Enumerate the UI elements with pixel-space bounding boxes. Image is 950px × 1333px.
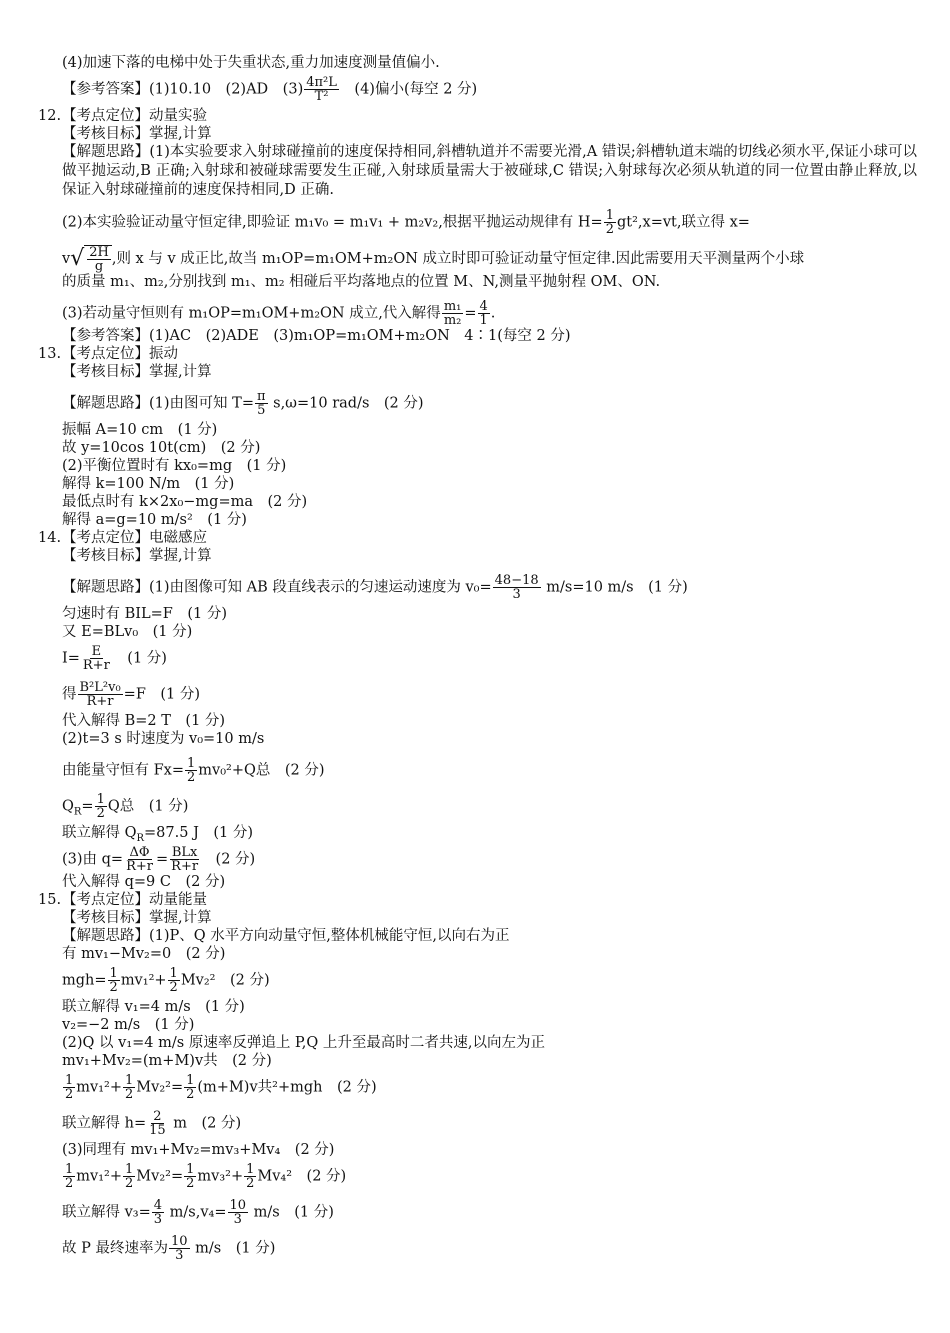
- q13-line-1: 【解题思路】(1)由图可知 T= $\frac{\pi}{5}$ s,ω=10 rad/s (2 分): [62, 389, 424, 418]
- fraction: $\frac{2}{15}$: [149, 1109, 166, 1138]
- q14-line-2: 匀速时有 BIL=F (1 分): [62, 606, 227, 622]
- q13-goal: 【考核目标】掌握,计算: [62, 364, 212, 380]
- q12-topic: 12. 【考点定位】动量实验: [38, 108, 207, 124]
- fraction: $\frac{1}{2}$: [125, 1073, 134, 1102]
- q14-line-4: I= $\frac{E}{R+r}$ (1 分): [62, 644, 167, 673]
- fraction: $\frac{10}{3}$: [229, 1198, 247, 1227]
- q15-line-13: 故 P 最终速率为 $\frac{10}{3}$ m/s (1 分): [62, 1234, 276, 1263]
- q12-goal: 【考核目标】掌握,计算: [62, 126, 212, 142]
- fraction: $\frac{\text{BLx}}{R+r}$: [171, 845, 199, 874]
- q15-line-1: 【解题思路】(1)P、Q 水平方向动量守恒,整体机械能守恒,以向右为正: [62, 928, 510, 944]
- fraction: $\frac{\text{4π²L}}{\text{T²}}$: [306, 75, 337, 104]
- q13-line-6: 最低点时有 k×2x₀−mg=ma (2 分): [62, 494, 308, 510]
- fraction: $\frac{E}{R+r}$: [82, 644, 110, 673]
- q12-solution-2b: v √ $\frac{2H}{g}$ ,则 x 与 v 成正比,故当 m₁OP=m₁OM+m₂ON 成立时即可验证动量守恒定律.因此需要用天平测量两个小球: [62, 245, 805, 274]
- fraction: $\frac{4}{3}$: [153, 1198, 163, 1227]
- q14-line-6: 代入解得 B=2 T (1 分): [62, 713, 226, 729]
- q15-line-6: (2)Q 以 v₁=4 m/s 原速率反弹追上 P,Q 上升至最高时二者共速,以向左为正: [62, 1035, 545, 1051]
- fraction: $\frac{1}{2}$: [246, 1162, 255, 1191]
- q14-line-5: 得 $\frac{\text{B²L²v₀}}{R+r}$ =F (1 分): [62, 680, 201, 709]
- q15-line-2: 有 mv₁−Mv₂=0 (2 分): [62, 946, 226, 962]
- q15-line-7: mv₁+Mv₂=(m+M)v共 (2 分): [62, 1053, 272, 1069]
- fraction: $\frac{1}{2}$: [96, 792, 105, 821]
- answer-page: [38, 54, 922, 1263]
- sqrt: √ $\frac{2H}{g}$: [70, 245, 112, 273]
- q15-line-11: $\frac{1}{2}$ mv₁²+ $\frac{1}{2}$ Mv₂²= $\frac{1}{2}$ mv₃²+ $\frac{1}{2}$ Mv₄² (2 分): [65, 1162, 347, 1191]
- q15-line-12: 联立解得 v₃= $\frac{4}{3}$ m/s,v₄= $\frac{10}{3}$ m/s (1 分): [62, 1198, 334, 1227]
- q15-line-3: mgh= $\frac{1}{2}$ mv₁²+ $\frac{1}{2}$ Mv₂² (2 分): [62, 966, 270, 995]
- fraction: $\frac{1}{2}$: [605, 208, 614, 237]
- fraction: $\frac{\text{B²L²v₀}}{R+r}$: [79, 680, 121, 709]
- fraction: $\frac{1}{2}$: [186, 1162, 195, 1191]
- fraction: $\frac{1}{2}$: [186, 1073, 195, 1102]
- q12-answer: 【参考答案】(1)AC (2)ADE (3)m₁OP=m₁OM+m₂ON 4∶1(每空 2 分): [62, 328, 571, 344]
- q14-topic: 14. 【考点定位】电磁感应: [38, 530, 207, 546]
- q13-line-7: 解得 a=g=10 m/s² (1 分): [62, 512, 247, 528]
- q15-topic: 15. 【考点定位】动量能量: [38, 892, 207, 908]
- fraction: $\frac{1}{2}$: [187, 756, 196, 785]
- q12-solution-1: 【解题思路】(1)本实验要求入射球碰撞前的速度保持相同,斜槽轨道并不需要光滑,A 错误;斜槽轨道末端的切线必须水平,保证小球可以做平抛运动,B 正确;入射球和被碰球需要发生正碰,入射球质量需大于被碰球,C 错误;入射球每次必须从轨道的同一位置由静止释放,以保证入射球碰撞前的速度保持相同,D 正确.: [62, 144, 917, 198]
- q14-line-12: 代入解得 q=9 C (2 分): [62, 874, 226, 890]
- fraction: $\frac{1}{2}$: [169, 966, 178, 995]
- q12-solution-3: (3)若动量守恒则有 m₁OP=m₁OM+m₂ON 成立,代入解得 $\frac{\text{m₁}}{\text{m₂}}$ = $\frac{4}{1}$ .: [62, 299, 496, 328]
- q15-line-10: (3)同理有 mv₁+Mv₂=mv₃+Mv₄ (2 分): [62, 1142, 335, 1158]
- fraction: $\frac{1}{2}$: [65, 1073, 74, 1102]
- q14-line-11: (3)由 q= $\frac{\Delta\Phi}{R+r}$ = $\frac{\text{BLx}}{R+r}$ (2 分): [62, 845, 256, 874]
- q11-part4: (4)加速下落的电梯中处于失重状态,重力加速度测量值偏小.: [62, 55, 440, 71]
- q15-line-5: v₂=−2 m/s (1 分): [62, 1017, 195, 1033]
- fraction: $\frac{1}{2}$: [109, 966, 118, 995]
- fraction: $\frac{1}{2}$: [65, 1162, 74, 1191]
- q13-line-4: (2)平衡位置时有 kx₀=mg (1 分): [62, 458, 287, 474]
- q15-line-9: 联立解得 h= $\frac{2}{15}$ m (2 分): [62, 1109, 242, 1138]
- q14-line-7: (2)t=3 s 时速度为 v₀=10 m/s: [62, 731, 265, 747]
- q13-line-5: 解得 k=100 N/m (1 分): [62, 476, 235, 492]
- fraction: $\frac{48-18}{3}$: [494, 573, 539, 602]
- q12-solution-2c: 的质量 m₁、m₂,分别找到 m₁、m₂ 相碰后平均落地点的位置 M、N,测量平抛射程 OM、ON.: [62, 274, 661, 290]
- fraction: $\frac{4}{1}$: [479, 299, 488, 328]
- q12-solution-2: (2)本实验验证动量守恒定律,即验证 m₁v₀ = m₁v₁ + m₂v₂,根据平抛运动规律有 H= $\frac{1}{2}$ gt²,x=vt,联立得 x=: [62, 208, 750, 237]
- fraction: $\frac{\pi}{5}$: [256, 389, 266, 418]
- q13-line-2: 振幅 A=10 cm (1 分): [62, 422, 218, 438]
- q14-line-9: $Q_R=$ $\frac{1}{2}$ Q总 (1 分): [62, 792, 189, 821]
- q15-goal: 【考核目标】掌握,计算: [62, 910, 212, 926]
- q14-line-8: 由能量守恒有 Fx= $\frac{1}{2}$ mv₀²+Q总 (2 分): [62, 756, 325, 785]
- q14-goal: 【考核目标】掌握,计算: [62, 548, 212, 564]
- fraction: $\frac{\text{m₁}}{\text{m₂}}$: [443, 299, 462, 328]
- q11-answer: 【参考答案】(1)10.10 (2)AD (3) $\frac{\text{4π²L}}{\text{T²}}$ (4)偏小(每空 2 分): [62, 75, 478, 104]
- q14-line-1: 【解题思路】(1)由图像可知 AB 段直线表示的匀速运动速度为 v₀= $\frac{48-18}{3}$ m/s=10 m/s (1 分): [62, 573, 688, 602]
- q13-line-3: 故 y=10cos 10t(cm) (2 分): [62, 440, 261, 456]
- q13-topic: 13. 【考点定位】振动: [38, 346, 178, 362]
- fraction: $\frac{10}{3}$: [170, 1234, 188, 1263]
- q14-line-10: 联立解得 $Q_R=87.5$ J (1 分): [62, 825, 254, 844]
- q15-line-4: 联立解得 v₁=4 m/s (1 分): [62, 999, 245, 1015]
- fraction: $\frac{\Delta\Phi}{R+r}$: [126, 845, 153, 874]
- q15-line-8: $\frac{1}{2}$ mv₁²+ $\frac{1}{2}$ Mv₂²= $\frac{1}{2}$ (m+M)v共²+mgh (2 分): [65, 1073, 377, 1102]
- fraction: $\frac{1}{2}$: [125, 1162, 134, 1191]
- q14-line-3: 又 E=BLv₀ (1 分): [62, 624, 193, 640]
